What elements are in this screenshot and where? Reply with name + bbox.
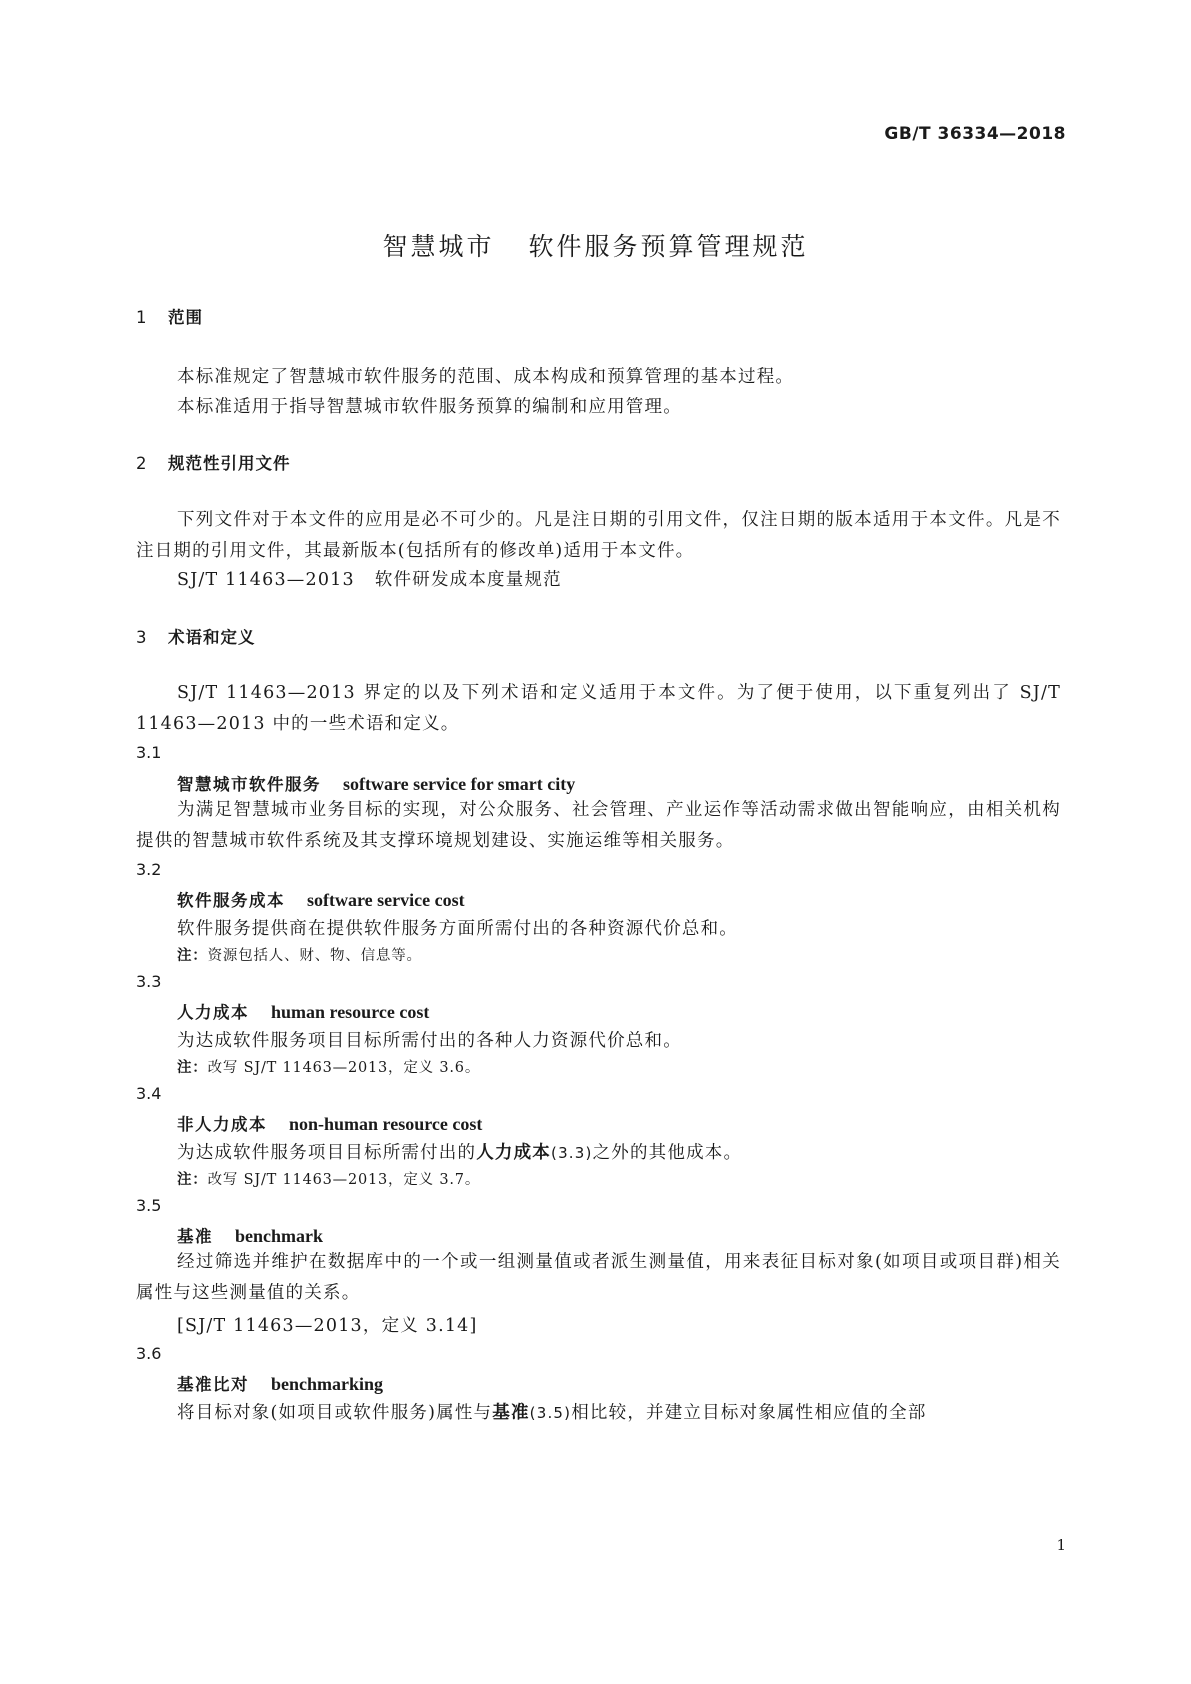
definition-text: 之外的其他成本。 — [592, 1143, 743, 1163]
definition-text: 将目标对象(如项目或软件服务)属性与 — [177, 1403, 493, 1423]
term-zh: 基准比对 — [177, 1375, 249, 1394]
note-text: 资源包括人、财、物、信息等。 — [207, 948, 422, 964]
term-en: software service for smart city — [343, 774, 576, 794]
term-definition: 为达成软件服务项目目标所需付出的各种人力资源代价总和。 — [177, 1031, 682, 1051]
clause-number: 3.4 — [136, 1084, 162, 1103]
section-heading-scope — [136, 304, 203, 328]
term-entry — [177, 1371, 383, 1395]
term-definition — [177, 1399, 927, 1424]
definition-text: 相比较，并建立目标对象属性相应值的全部 — [571, 1403, 927, 1423]
term-note — [177, 944, 422, 965]
section-title: 规范性引用文件 — [168, 454, 291, 473]
section-number: 1 — [136, 308, 148, 327]
term-en: benchmark — [235, 1226, 324, 1246]
note-label: 注： — [177, 1172, 208, 1188]
term-entry — [177, 999, 429, 1023]
clause-number: 3.1 — [136, 743, 162, 762]
section-title: 范围 — [168, 308, 203, 327]
term-en: software service cost — [307, 890, 465, 910]
term-zh: 非人力成本 — [177, 1115, 267, 1134]
term-zh: 智慧城市软件服务 — [177, 775, 321, 794]
section-heading-normative-references — [136, 450, 291, 474]
term-note — [177, 1168, 480, 1189]
clause-number: 3.3 — [136, 972, 162, 991]
term-source: [SJ/T 11463—2013，定义 3.14] — [177, 1316, 478, 1336]
term-en: benchmarking — [271, 1374, 384, 1394]
term-note — [177, 1056, 480, 1077]
cross-reference-number: (3.3) — [551, 1144, 593, 1162]
term-entry — [177, 1223, 323, 1247]
clause-number: 3.2 — [136, 860, 162, 879]
definition-text: 为达成软件服务项目目标所需付出的 — [177, 1143, 477, 1163]
term-zh: 基准 — [177, 1227, 213, 1246]
term-entry — [177, 1111, 482, 1135]
term-zh: 人力成本 — [177, 1003, 249, 1022]
note-label: 注： — [177, 1060, 208, 1076]
reference-code: SJ/T 11463—2013 — [177, 570, 355, 590]
section-number: 2 — [136, 454, 148, 473]
reference-title: 软件研发成本度量规范 — [374, 570, 562, 590]
term-en: human resource cost — [271, 1002, 430, 1022]
term-definition — [177, 1139, 742, 1164]
term-en: non-human resource cost — [289, 1114, 483, 1134]
clause-number: 3.5 — [136, 1196, 162, 1215]
paragraph: 本标准适用于指导智慧城市软件服务预算的编制和应用管理。 — [177, 397, 682, 417]
page-number: 1 — [1056, 1536, 1066, 1554]
note-text: 改写 SJ/T 11463—2013，定义 3.7。 — [207, 1172, 481, 1188]
standard-code: GB/T 36334—2018 — [884, 124, 1066, 144]
paragraph: SJ/T 11463—2013 界定的以及下列术语和定义适用于本文件。为了便于使用，以下重复列出了 SJ/T 11463—2013 中的一些术语和定义。 — [136, 683, 1061, 734]
reference-entry — [177, 566, 562, 591]
title-part-1: 智慧城市 — [382, 232, 495, 261]
section-heading-terms — [136, 624, 256, 648]
term-cross-reference: 人力成本 — [476, 1143, 552, 1163]
term-definition: 经过筛选并维护在数据库中的一个或一组测量值或者派生测量值，用来表征目标对象(如项目或项目群)相关属性与这些测量值的关系。 — [136, 1252, 1061, 1303]
paragraph: 本标准规定了智慧城市软件服务的范围、成本构成和预算管理的基本过程。 — [177, 367, 795, 387]
term-entry — [177, 887, 465, 911]
section-title: 术语和定义 — [168, 628, 256, 647]
note-label: 注： — [177, 948, 208, 964]
clause-number: 3.6 — [136, 1344, 162, 1363]
section-number: 3 — [136, 628, 148, 647]
paragraph: 下列文件对于本文件的应用是必不可少的。凡是注日期的引用文件，仅注日期的版本适用于本文件。凡是不注日期的引用文件，其最新版本(包括所有的修改单)适用于本文件。 — [136, 510, 1061, 561]
cross-reference-number: (3.5) — [529, 1404, 572, 1422]
document-title — [0, 227, 1191, 263]
term-definition: 为满足智慧城市业务目标的实现，对公众服务、社会管理、产业运作等活动需求做出智能响应，由相关机构提供的智慧城市软件系统及其支撑环境规划建设、实施运维等相关服务。 — [136, 800, 1061, 851]
term-cross-reference: 基准 — [492, 1403, 530, 1423]
note-text: 改写 SJ/T 11463—2013，定义 3.6。 — [207, 1060, 481, 1076]
term-definition: 软件服务提供商在提供软件服务方面所需付出的各种资源代价总和。 — [177, 919, 738, 939]
term-entry — [177, 771, 575, 795]
term-zh: 软件服务成本 — [177, 891, 285, 910]
title-part-2: 软件服务预算管理规范 — [528, 232, 809, 261]
